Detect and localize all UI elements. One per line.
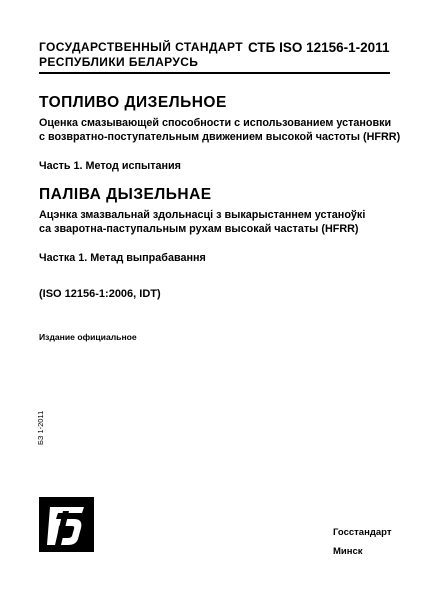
belarusian-part: Частка 1. Метад выпрабавання: [39, 252, 206, 264]
edition-note: Издание официальное: [39, 332, 137, 342]
iso-reference: (ISO 12156-1:2006, IDT): [39, 288, 161, 300]
belarusian-subtitle-line-1: Ацэнка змазвальнай здольнасці з выкарыстаннем устаноўкі: [39, 209, 366, 221]
gosstandart-logo: [39, 497, 94, 552]
header-line-1: ГОСУДАРСТВЕННЫЙ СТАНДАРТ: [39, 40, 243, 54]
header-rule: [39, 72, 390, 74]
russian-subtitle-line-2: с возвратно-поступательным движением высокой частоты (HFRR): [39, 130, 401, 143]
belarusian-title: ПАЛІВА ДЫЗЕЛЬНАЕ: [39, 186, 212, 203]
russian-title: ТОПЛИВО ДИЗЕЛЬНОЕ: [39, 94, 227, 111]
publisher-city: Минск: [333, 546, 363, 557]
header-issuer: [39, 40, 243, 70]
header-line-2: РЕСПУБЛИКИ БЕЛАРУСЬ: [39, 55, 199, 69]
russian-subtitle: [39, 117, 400, 144]
belarusian-subtitle: [39, 209, 365, 236]
standard-code: СТБ ISO 12156-1-2011: [248, 40, 390, 55]
publisher-name: Госстандарт: [333, 527, 392, 538]
russian-subtitle-line-1: Оценка смазывающей способности с использованием установки: [39, 117, 392, 129]
side-code: БЗ 1-2011: [36, 410, 45, 445]
gosstandart-logo-icon: [39, 497, 94, 552]
belarusian-subtitle-line-2: са зваротна-паступальным рухам высокай частаты (HFRR): [39, 222, 359, 235]
russian-part: Часть 1. Метод испытания: [39, 160, 181, 172]
